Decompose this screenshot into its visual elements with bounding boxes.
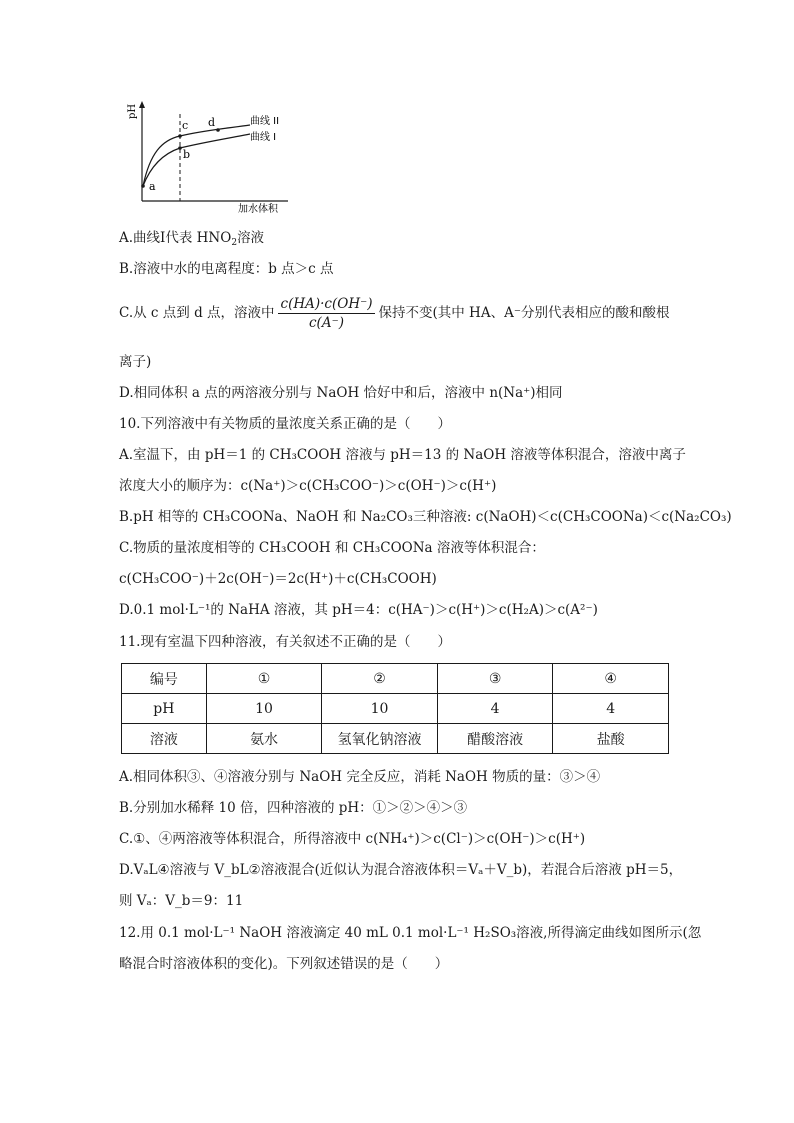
q9-option-d: D.相同体积 a 点的两溶液分别与 NaOH 恰好中和后，溶液中 n(Na⁺)相同 <box>119 385 563 401</box>
table-cell: 溶液 <box>122 724 207 754</box>
q9-option-c <box>119 294 669 332</box>
table-cell: ① <box>206 664 322 694</box>
point-c-label: c <box>182 119 189 132</box>
y-axis-arrow <box>139 101 145 108</box>
curve-2 <box>143 125 250 186</box>
table-cell: 10 <box>322 694 438 724</box>
q10-option-c-2: c(CH₃COO⁻)＋2c(OH⁻)＝2c(H⁺)＋c(CH₃COOH) <box>119 571 437 587</box>
q11-option-b: B.分别加水稀释 10 倍，四种溶液的 pH：①＞②＞④＞③ <box>119 800 468 816</box>
table-cell: 编号 <box>122 664 207 694</box>
table-row <box>122 724 669 754</box>
q10-option-a-1: A.室温下，由 pH＝1 的 CH₃COOH 溶液与 pH＝13 的 NaOH 溶液等体积混合，溶液中离子 <box>119 447 686 463</box>
q10-option-a-2: 浓度大小的顺序为：c(Na⁺)＞c(CH₃COO⁻)＞c(OH⁻)＞c(H⁺) <box>119 478 497 494</box>
q9-a-text: A.曲线Ⅰ代表 HNO <box>119 230 232 246</box>
point-b-label: b <box>183 148 191 161</box>
table-row <box>122 664 669 694</box>
curve1-label: 曲线 I <box>250 132 277 143</box>
table-cell: 盐酸 <box>553 724 669 754</box>
point-d-dot <box>216 128 220 132</box>
point-d-label: d <box>208 116 216 129</box>
q9-c-pre: C.从 c 点到 d 点，溶液中 <box>119 305 275 321</box>
q11-option-d-2: 则 Vₐ：V_b＝9：11 <box>119 893 244 909</box>
q9-a-sub: 2 <box>231 238 238 248</box>
q12-stem-1: 12.用 0.1 mol·L⁻¹ NaOH 溶液滴定 40 mL 0.1 mol·L⁻¹ H₂SO₃溶液,所得滴定曲线如图所示(忽 <box>119 925 702 941</box>
ph-dilution-figure <box>120 98 300 216</box>
q10-option-b: B.pH 相等的 CH₃COONa、NaOH 和 Na₂CO₃三种溶液: c(NaOH)＜c(CH₃COONa)＜c(Na₂CO₃) <box>119 509 732 525</box>
q9-c-numerator: c(HA)·c(OH⁻) <box>278 296 376 314</box>
q9-option-b: B.溶液中水的电离程度：b 点＞c 点 <box>119 261 334 277</box>
point-b-dot <box>178 146 182 150</box>
q11-option-c: C.①、④两溶液等体积混合，所得溶液中 c(NH₄⁺)＞c(Cl⁻)＞c(OH⁻)＞c(H⁺) <box>119 831 586 847</box>
y-axis-label: pH <box>127 103 138 119</box>
q9-c-post: 保持不变(其中 HA、A⁻分别代表相应的酸和酸根 <box>378 305 670 321</box>
solutions-table <box>121 663 669 754</box>
q9-option-a <box>119 228 264 248</box>
q10-stem: 10.下列溶液中有关物质的量浓度关系正确的是（ ） <box>119 416 451 432</box>
q10-option-d: D.0.1 mol·L⁻¹的 NaHA 溶液，其 pH＝4：c(HA⁻)＞c(H⁺)＞c(H₂A)＞c(A²⁻) <box>119 602 598 618</box>
table-cell: 氢氧化钠溶液 <box>322 724 438 754</box>
point-a-dot <box>141 184 145 188</box>
q11-stem: 11.现有室温下四种溶液，有关叙述不正确的是（ ） <box>119 634 451 650</box>
q9-c-denominator: c(A⁻) <box>309 315 344 331</box>
table-cell: ② <box>322 664 438 694</box>
q9-option-c-cont: 离子) <box>119 354 152 370</box>
q10-option-c-1: C.物质的量浓度相等的 CH₃COOH 和 CH₃COONa 溶液等体积混合： <box>119 540 545 556</box>
q9-a-tail: 溶液 <box>237 230 265 246</box>
table-cell: 氨水 <box>206 724 322 754</box>
table-cell: 10 <box>206 694 322 724</box>
table-cell: 4 <box>553 694 669 724</box>
q11-option-d-1: D.VₐL④溶液与 V_bL②溶液混合(近似认为混合溶液体积＝Vₐ＋V_b)，若混合后溶液 pH＝5， <box>119 862 683 878</box>
point-c-dot <box>178 134 182 138</box>
table-cell: ③ <box>437 664 553 694</box>
q12-stem-2: 略混合时溶液体积的变化)。下列叙述错误的是（ ） <box>119 956 449 972</box>
table-cell: 醋酸溶液 <box>437 724 553 754</box>
x-axis-label: 加水体积 <box>238 204 278 215</box>
table-row <box>122 694 669 724</box>
q9-c-fraction <box>278 296 376 331</box>
q11-option-a: A.相同体积③、④溶液分别与 NaOH 完全反应，消耗 NaOH 物质的量：③＞④ <box>119 769 601 785</box>
table-cell: ④ <box>553 664 669 694</box>
table-cell: 4 <box>437 694 553 724</box>
curve-1 <box>143 134 250 186</box>
curve2-label: 曲线 II <box>250 116 280 127</box>
table-cell: pH <box>122 694 207 724</box>
point-a-label: a <box>149 180 156 193</box>
